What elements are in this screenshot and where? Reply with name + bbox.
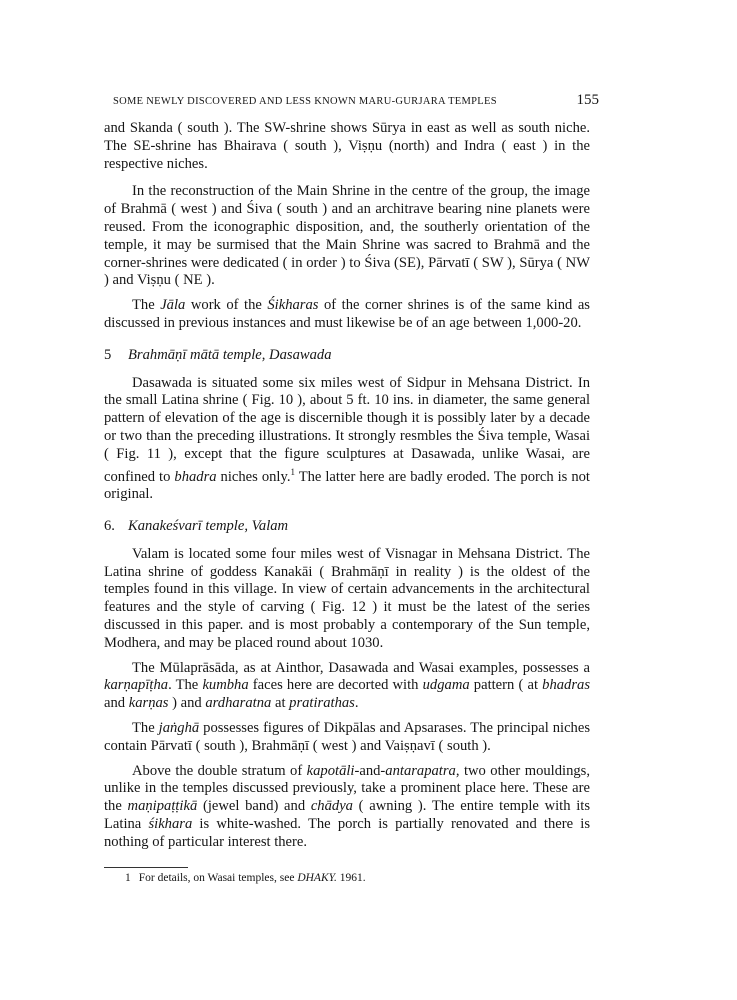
paragraph-mulaprasada: The Mūlaprāsāda, as at Ainthor, Dasawada and Wasai examples, possesses a karṇapīṭha. The kumbha faces here are decorted with udgama pattern ( at bhadras and karṇas ) and ardharatna at pratirathas. bbox=[104, 659, 590, 712]
section-number: 6. bbox=[104, 518, 115, 534]
section-heading-5 bbox=[104, 347, 590, 365]
paragraph-mouldings: Above the double stratum of kapotāli-and-antarapatra, two other mouldings, unlike in the temples discussed previously, take a prominent place here. These are the maṇipaṭṭikā (jewel band) and chādya ( awning ). The entire temple with its Latina śikhara is white-washed. The porch is partially renovated and there is nothing of particular interest there. bbox=[104, 762, 590, 850]
section-title: Kanakeśvarī temple, Valam bbox=[128, 518, 289, 534]
body-text bbox=[104, 120, 590, 852]
footnote-reference: 1 bbox=[290, 466, 295, 477]
section-title: Brahmāṇī mātā temple, Dasawada bbox=[128, 346, 332, 363]
paragraph-jala-work: The Jāla work of the Śikharas of the corner shrines is of the same kind as discussed in previous instances and must likewise be of an age between 1,000-20. bbox=[104, 297, 590, 331]
section-heading-6 bbox=[104, 518, 590, 536]
paragraph-main-shrine: In the reconstruction of the Main Shrine in the centre of the group, the image of Brahmā ( west ) and Śiva ( south ) and an architrave bearing nine planets were reused. From the iconographic disposition, and, the southerly orientation of the temple, it may be surmised that the Main Shrine was sacred to Brahmā and the corner-shrines were dedicated ( in order ) to Śiva (SE), Pārvatī ( SW ), Sūrya ( NW ) and Viṣṇu ( NE ). bbox=[104, 183, 590, 289]
page-number: 155 bbox=[576, 92, 599, 108]
page-header bbox=[113, 92, 599, 109]
paragraph-jangha: The jaṅghā possesses figures of Dikpālas and Apsarases. The principal niches contain Pārvatī ( south ), Brahmāṇī ( west ) and Vaiṣṇavī ( south ). bbox=[104, 719, 590, 754]
paragraph-continuation: and Skanda ( south ). The SW-shrine shows Sūrya in east as well as south niche. The SE-shrine has Bhairava ( south ), Viṣṇu (north) and Indra ( east ) in the respective niches. bbox=[104, 120, 590, 172]
footnote-divider bbox=[104, 867, 188, 868]
footnote: 1 For details, on Wasai temples, see DHAKY. 1961. bbox=[125, 872, 366, 884]
running-head: SOME NEWLY DISCOVERED AND LESS KNOWN MARU-GURJARA TEMPLES bbox=[113, 96, 497, 107]
paragraph-valam: Valam is located some four miles west of Visnagar in Mehsana District. The Latina shrine of goddess Kanakāi ( Brahmāṇī in reality ) is the oldest of the temples found in this village. In view of certain advancements in the architectural features and the style of carving ( Fig. 12 ) it must be the latest of the series discussed in this paper. and is most probably a contemporary of the Sun temple, Modhera, and may be placed round about 1030. bbox=[104, 545, 590, 651]
paragraph-dasawada: Dasawada is situated some six miles west of Sidpur in Mehsana District. In the small Latina shrine ( Fig. 10 ), about 5 ft. 10 ins. in diameter, the same general pattern of elevation of the age is discernible though it is possibly later by a decade or two than the preceding illustrations. It strongly resmbles the Śiva temple, Wasai ( Fig. 11 ), except that the figure sculptures at Dasawada, unlike Wasai, are confined to bhadra niches only.$^1$ The latter here are badly eroded. The porch is not original. bbox=[104, 374, 590, 503]
footnote-mark: 1 bbox=[125, 872, 131, 884]
section-number: 5 bbox=[104, 346, 112, 363]
